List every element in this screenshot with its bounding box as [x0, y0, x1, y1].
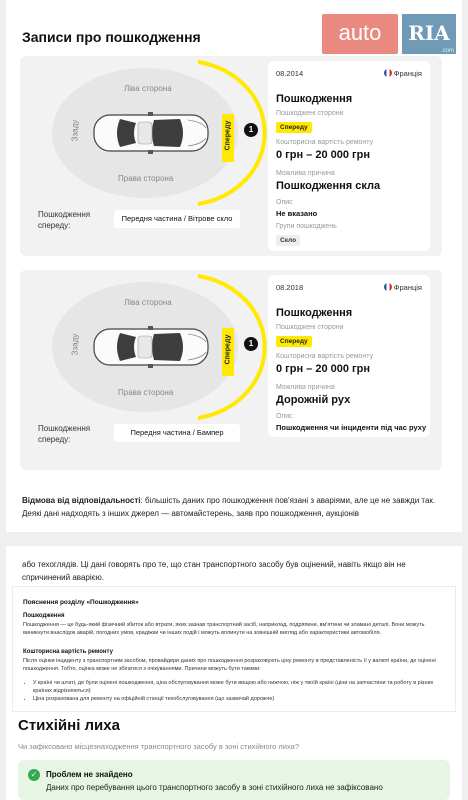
damage-info-card	[268, 61, 430, 251]
group-badge: Скло	[276, 235, 300, 246]
disclaimer-body: : більшість даних про пошкодження пов'язані з аваріями, але це не завжди так. Деякі дані надходять з інших джерел — автомайстерень, заяв про пошкодження, аукціонів	[22, 496, 436, 518]
car-diagram	[26, 68, 256, 198]
logo-ria: RIA	[402, 14, 456, 54]
cause-label: Можлива причина	[276, 170, 335, 177]
france-flag-icon	[384, 69, 392, 77]
record-heading: Пошкодження	[276, 307, 353, 319]
front-damage-marker[interactable]	[222, 114, 234, 162]
cause-value: Дорожній рух	[276, 394, 351, 406]
disasters-result	[18, 760, 450, 800]
front-damage-marker-label: Спереду	[224, 120, 232, 151]
cause-value: Пошкодження скла	[276, 180, 381, 192]
cost-label: Кошторисна вартість ремонту	[276, 353, 374, 360]
explanation-damage-title: Пошкодження	[23, 613, 65, 619]
explanation-cost-title: Кошторисна вартість ремонту	[23, 649, 113, 655]
label-right-side: Права сторона	[118, 174, 174, 183]
damage-record-2	[20, 270, 442, 470]
record-date: 08.2014	[276, 69, 304, 78]
disclaimer-text	[22, 494, 442, 520]
damage-front-value: Передня частина / Вітрове скло	[114, 210, 240, 228]
check-icon: ✓	[28, 769, 40, 781]
record-country-label: Франція	[393, 283, 422, 292]
groups-label: Групи пошкоджень	[276, 223, 337, 230]
desc-label: Опис	[276, 199, 293, 206]
cost-value: 0 грн – 20 000 грн	[276, 363, 370, 375]
record-country	[384, 283, 422, 292]
record-heading: Пошкодження	[276, 93, 353, 105]
desc-label: Опис	[276, 413, 293, 420]
result-description: Даних про перебування цього транспортного засобу в зоні стихійного лиха не зафіксовано	[46, 783, 383, 792]
car-diagram	[26, 282, 256, 412]
cause-label: Можлива причина	[276, 384, 335, 391]
list-item: • Ціна розрахована для ремонту на офіційній станції техобслуговування (що зазвичай дорожче)	[33, 695, 451, 703]
desc-value: Пошкодження чи інциденти під час руху	[276, 423, 427, 432]
damage-front-label: Пошкодження спереду:	[38, 424, 91, 444]
result-title: Проблем не знайдено	[46, 770, 133, 779]
france-flag-icon	[384, 283, 392, 291]
label-back: Ззаду	[70, 333, 80, 356]
front-damage-marker-label: Спереду	[224, 334, 232, 365]
side-badge: Спереду	[276, 122, 312, 133]
damage-front-label: Пошкодження спереду:	[38, 210, 91, 230]
disasters-question: Чи зафіксовано місцезнаходження транспортного засобу в зоні стихійного лиха?	[18, 742, 300, 751]
disclaimer-continuation: або техоглядів. Ці дані говорять про те, що стан транспортного засобу був оцінений, навіть якщо він не спричинений аварією.	[22, 560, 406, 582]
damage-front-value: Передня частина / Бампер	[114, 424, 240, 442]
logo-com: .com	[440, 48, 454, 54]
autoria-logo[interactable]	[322, 14, 456, 56]
damage-count-badge: 1	[244, 123, 258, 137]
front-damage-marker[interactable]	[222, 328, 234, 376]
section-title: Записи про пошкодження	[22, 29, 201, 45]
label-right-side: Права сторона	[118, 388, 174, 397]
explanation-title: Пояснення розділу «Пошкодження»	[23, 599, 139, 606]
explanation-cost-text: Після оцінки інциденту з транспортним засобом, провайдери даних про пошкодження розраховують ціну ремонту в представленість її у валюті країни, де оцінені пошкодження. Тобто, оцінка може не збігатися з очікуваннями. Причини можуть бути такими:	[23, 658, 436, 672]
damage-info-card	[268, 275, 430, 437]
damage-count-badge: 1	[244, 337, 258, 351]
cost-value: 0 грн – 20 000 грн	[276, 149, 370, 161]
explanation-reasons-list	[33, 679, 451, 703]
explanation-damage-text: Пошкодження — це будь-який фізичний збиток або втрати, яких зазнав транспортний засіб, наприклад, подряпини, вм'ятини чи зламані деталі. Вони можуть виникнути внаслідок аварій, погодних умов, крадіжки чи інших подій і можуть вплинути на зовнішній вигляд або характеристики автомобіля.	[23, 622, 425, 636]
disclaimer-bold: Відмова від відповідальності	[22, 496, 141, 505]
disasters-title: Стихійні лиха	[18, 717, 120, 734]
sides-label: Пошкоджені сторони	[276, 324, 344, 331]
record-date: 08.2018	[276, 283, 304, 292]
record-country-label: Франція	[393, 69, 422, 78]
side-badge: Спереду	[276, 336, 312, 347]
cost-label: Кошторисна вартість ремонту	[276, 139, 374, 146]
list-item: • У країні чи штаті, де були оцінені пошкодження, ціна обслуговування може бути вищою або нижчою, ніж у твоїй країні (ціни на запчастини та роботу в різних країнах відрізняються)	[33, 679, 451, 695]
desc-value: Не вказано	[276, 209, 318, 218]
label-back: Ззаду	[70, 119, 80, 142]
label-left-side: Ліва сторона	[124, 84, 172, 93]
label-left-side: Ліва сторона	[124, 298, 172, 307]
logo-auto: auto	[322, 14, 398, 54]
damage-record-1	[20, 56, 442, 256]
record-country	[384, 69, 422, 78]
section-explanation-box	[12, 586, 456, 712]
sides-label: Пошкоджені сторони	[276, 110, 344, 117]
